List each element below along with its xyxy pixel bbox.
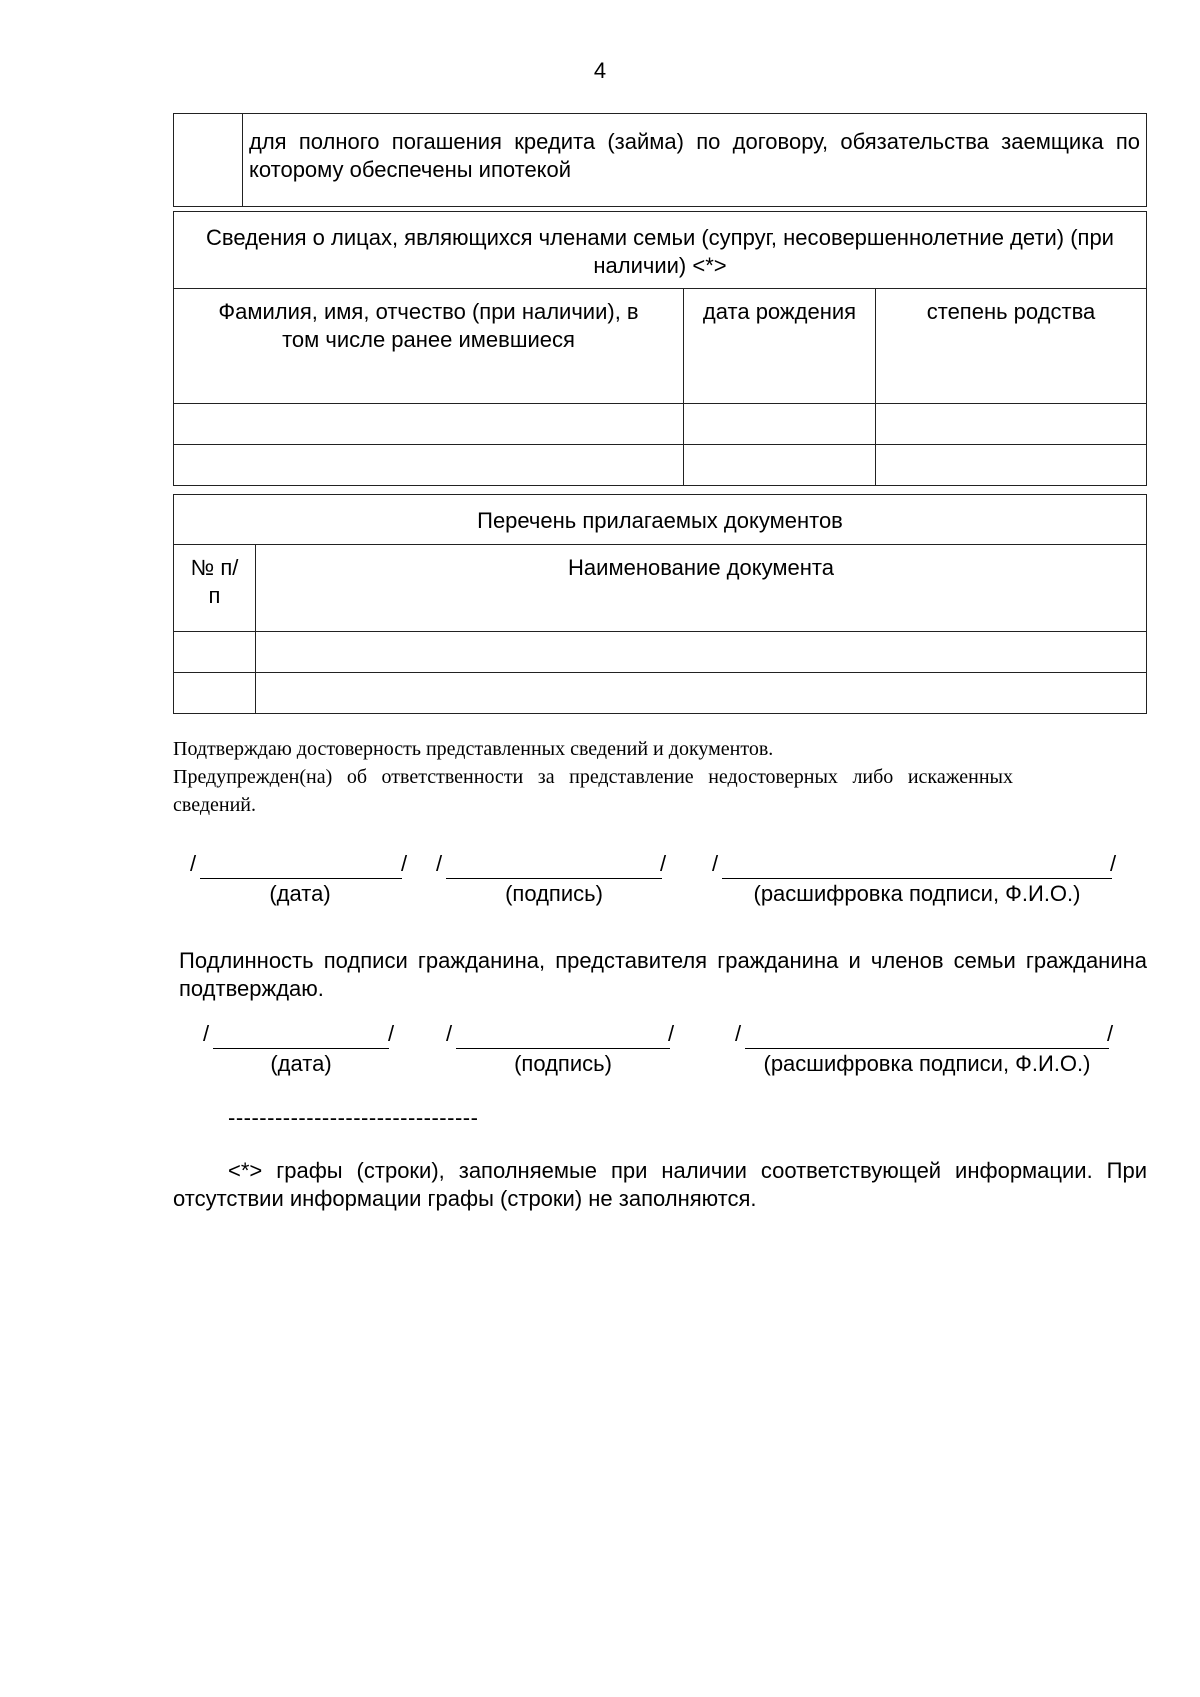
- signature-caption: (подпись): [505, 881, 603, 906]
- signature-line[interactable]: [456, 1048, 670, 1049]
- applicant-signature-block: / / / / / / (дата) (подпись) (расшифровка подписи, Ф.И.О.): [190, 851, 1117, 906]
- document-row-1-number[interactable]: [174, 632, 256, 673]
- family-row-2-relation[interactable]: [876, 445, 1147, 486]
- table-columns-row: [174, 545, 1147, 632]
- date-caption: (дата): [270, 1051, 332, 1076]
- family-table-title: Сведения о лицах, являющихся членами семьи (супруг, несовершеннолетние дети) (при наличии) <*>: [174, 212, 1147, 289]
- signature-caption: (подпись): [514, 1051, 612, 1076]
- column-header-document-name: Наименование документа: [256, 545, 1147, 632]
- table-row: [174, 673, 1147, 714]
- document-row-2-number[interactable]: [174, 673, 256, 714]
- family-row-2-name[interactable]: [174, 445, 684, 486]
- loan-purpose-table: [173, 113, 1147, 207]
- table-row: [174, 114, 1147, 207]
- family-members-table: [173, 211, 1147, 486]
- column-header-birthdate: дата рождения: [684, 289, 876, 404]
- table-row: [174, 404, 1147, 445]
- signature-line[interactable]: [446, 878, 662, 879]
- full-name-caption: (расшифровка подписи, Ф.И.О.): [753, 881, 1081, 906]
- confirmation-line-1: Подтверждаю достоверность представленных сведений и документов.: [173, 738, 774, 760]
- table-row: [174, 445, 1147, 486]
- full-name-line[interactable]: [722, 878, 1112, 879]
- table-columns-row: [174, 289, 1147, 404]
- authenticity-statement: Подлинность подписи гражданина, представителя гражданина и членов семьи гражданина подтверждаю.: [179, 948, 1147, 1001]
- column-header-name: Фамилия, имя, отчество (при наличии), в том числе ранее имевшиеся: [174, 289, 684, 404]
- table-header-row: [174, 212, 1147, 289]
- table-header-row: [174, 495, 1147, 545]
- family-row-1-name[interactable]: [174, 404, 684, 445]
- family-row-1-birthdate[interactable]: [684, 404, 876, 445]
- checkbox-cell[interactable]: [174, 114, 243, 207]
- confirmation-line-2: Предупрежден(на) об ответственности за представление недостоверных либо искаженных сведений.: [173, 766, 1013, 816]
- family-row-2-birthdate[interactable]: [684, 445, 876, 486]
- documents-table-title: Перечень прилагаемых документов: [174, 495, 1147, 545]
- document-row-2-name[interactable]: [256, 673, 1147, 714]
- page-number: 4: [593, 58, 607, 83]
- full-name-caption: (расшифровка подписи, Ф.И.О.): [763, 1051, 1091, 1076]
- footnote-separator: --------------------------------: [228, 1105, 479, 1130]
- family-row-1-relation[interactable]: [876, 404, 1147, 445]
- table-row: [174, 632, 1147, 673]
- loan-purpose-text: для полного погашения кредита (займа) по договору, обязательства заемщика по которому обеспечены ипотекой: [243, 114, 1147, 207]
- confirmation-statement: [173, 735, 1013, 819]
- date-line[interactable]: [200, 878, 402, 879]
- column-header-relation: степень родства: [876, 289, 1147, 404]
- official-signature-block: / / / / / / (дата) (подпись) (расшифровка подписи, Ф.И.О.): [203, 1021, 1114, 1076]
- footnote-text: <*> графы (строки), заполняемые при наличии соответствующей информации. При отсутствии информации графы (строки) не заполняются.: [173, 1158, 1147, 1211]
- date-caption: (дата): [269, 881, 331, 906]
- document-row-1-name[interactable]: [256, 632, 1147, 673]
- date-line[interactable]: [213, 1048, 389, 1049]
- full-name-line[interactable]: [745, 1048, 1109, 1049]
- documents-table: [173, 494, 1147, 714]
- column-header-number: № п/п: [174, 545, 256, 632]
